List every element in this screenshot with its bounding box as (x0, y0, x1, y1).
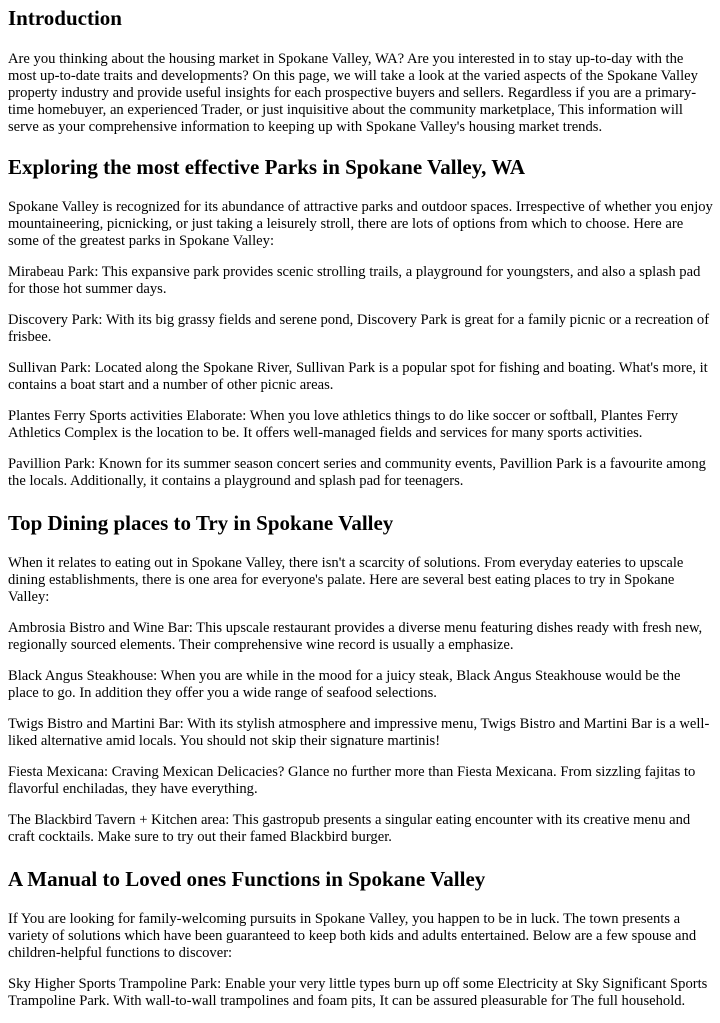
section-heading-dining: Top Dining places to Try in Spokane Valley (8, 511, 394, 535)
paragraph: Ambrosia Bistro and Wine Bar: This upscale restaurant provides a diverse menu featuring dishes ready with fresh new, regionally sourced elements. Their comprehensive wine record is usually a emphasize. (8, 620, 703, 653)
paragraph: Pavillion Park: Known for its summer season concert series and community events, Pavillion Park is a favourite among the locals. Additionally, it contains a playground and splash pad for teenagers. (8, 456, 706, 489)
paragraph: Sky Higher Sports Trampoline Park: Enable your very little types burn up off some Electricity at Sky Significant Sports Trampoline Park. With wall-to-wall trampolines and foam pits, It can be assured pleasurable for The full household. (8, 976, 708, 1009)
paragraph: Plantes Ferry Sports activities Elaborate: When you love athletics things to do like soccer or softball, Plantes Ferry Athletics Complex is the location to be. It offers well-managed fields and services for many sports activities. (8, 408, 679, 441)
paragraph: If You are looking for family-welcoming pursuits in Spokane Valley, you happen to be in luck. The town presents a variety of solutions which have been guaranteed to keep both kids and adults entertained. Below are a few spouse and children-helpful functions to discover: (8, 911, 697, 961)
section-heading-parks: Exploring the most effective Parks in Spokane Valley, WA (8, 155, 526, 179)
paragraph: When it relates to eating out in Spokane Valley, there isn't a scarcity of solutions. From everyday eateries to upscale dining establishments, there is one area for everyone's palate. Here are several best eating places to try in Spokane Valley: (8, 555, 684, 605)
paragraph: Fiesta Mexicana: Craving Mexican Delicacies? Glance no further more than Fiesta Mexicana. From sizzling fajitas to flavorful enchiladas, they have everything. (8, 764, 696, 797)
paragraph: Discovery Park: With its big grassy fields and serene pond, Discovery Park is great for a family picnic or a recreation of frisbee. (8, 312, 710, 345)
paragraph: The Blackbird Tavern + Kitchen area: This gastropub presents a singular eating encounter with its creative menu and craft cocktails. Make sure to try out their famed Blackbird burger. (8, 812, 691, 845)
section-heading-introduction: Introduction (8, 6, 122, 30)
paragraph: Black Angus Steakhouse: When you are while in the mood for a juicy steak, Black Angus Steakhouse would be the place to go. In addition they offer you a wide range of seafood selections. (8, 668, 681, 701)
paragraph: Mirabeau Park: This expansive park provides scenic strolling trails, a playground for youngsters, and also a splash pad for those hot summer days. (8, 264, 701, 297)
document-page (0, 5, 720, 1010)
paragraph: Sullivan Park: Located along the Spokane River, Sullivan Park is a popular spot for fishing and boating. What's more, it contains a boat start and a number of other picnic areas. (8, 360, 708, 393)
section-heading-family: A Manual to Loved ones Functions in Spokane Valley (8, 867, 486, 891)
paragraph: Twigs Bistro and Martini Bar: With its stylish atmosphere and impressive menu, Twigs Bistro and Martini Bar is a well-liked alternative amid locals. You should not skip their signature martinis! (8, 716, 710, 749)
paragraph: Spokane Valley is recognized for its abundance of attractive parks and outdoor spaces. Irrespective of whether you enjoy mountaineering, picnicking, or just taking a leisurely stroll, there are lots of options from which to choose. Here are some of the greatest parks in Spokane Valley: (8, 199, 713, 249)
paragraph: Are you thinking about the housing market in Spokane Valley, WA? Are you interested in to stay up-to-day with the most up-to-date traits and developments? On this page, we will take a look at the varied aspects of the Spokane Valley property industry and provide useful insights for each prospective buyers and sellers. Regardless if you are a primary-time homebuyer, an experienced Trader, or just inquisitive about the community marketplace, This information will serve as your comprehensive information to keeping up with Spokane Valley's housing market trends. (8, 51, 698, 135)
